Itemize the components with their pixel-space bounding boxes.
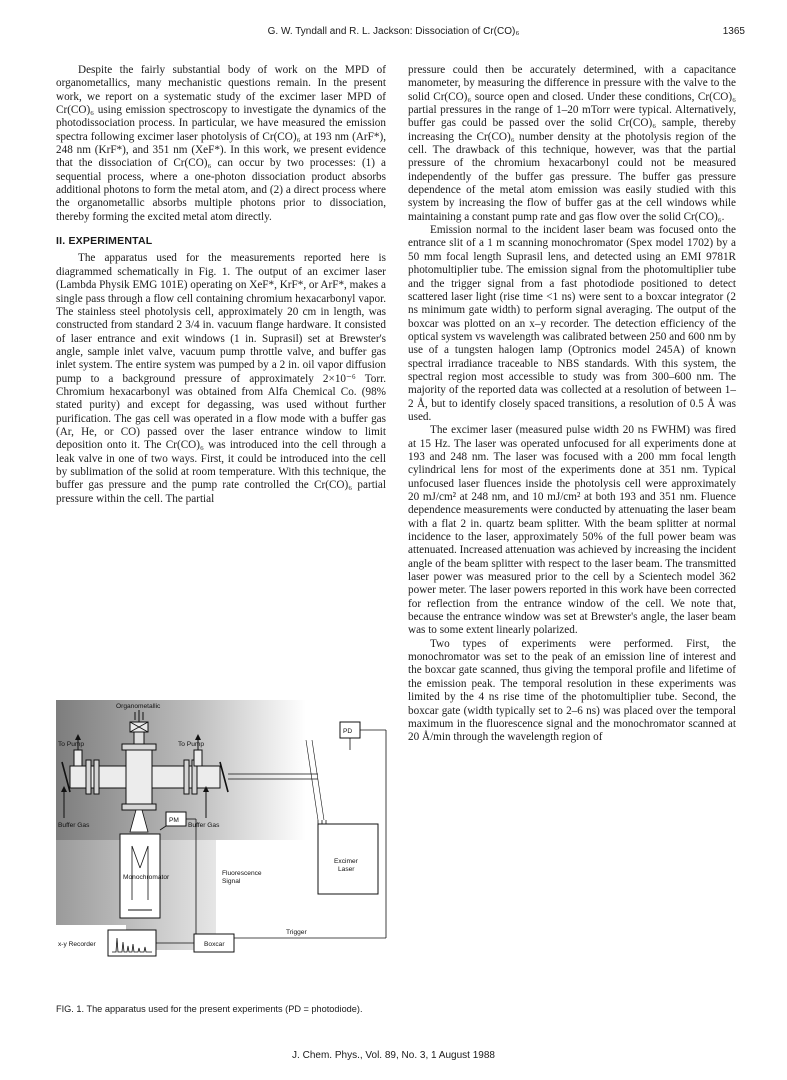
right-paragraph-3: The excimer laser (measured pulse width 20 ns FWHM) was fired at 15 Hz. The laser was operated unfocused for all experiments done at 193 and 248 nm. The laser was focused with a 200 mm focal length cylindrical lens for most of the experiments done at 351 nm. Typical unfocused laser fluences inside the photolysis cell were approximately 20 mJ/cm² at 248 nm, and 10 mJ/cm² at both 193 and 351 nm. Fluence dependence measurements were conducted by attenuating the laser beam with a flat 2 in. quartz beam splitter. With the beam splitter at normal incidence to the laser, approximately 50% of the full power beam was attenuated. Increased attenuation was achieved by increasing the incident angle of the beam splitter with respect to the laser beam. The transmitted laser power was measured prior to the cell by a Scientech model 362 power meter. The laser powers reported in this work have been corrected for reflection from the entrance window of the cell. We note that, because the entrance window was set at Brewster's angle, the laser beam was to some extent linearly polarized. xyxy=(408,424,736,637)
apparatus-diagram xyxy=(56,700,388,978)
section-heading-experimental: II. EXPERIMENTAL xyxy=(56,235,153,248)
figure-apparatus xyxy=(56,700,388,978)
label-excimer-2: Laser xyxy=(338,866,355,873)
label-xy-recorder: x-y Recorder xyxy=(58,941,96,948)
label-to-pump-left: To Pump xyxy=(58,741,85,748)
right-paragraph-1: pressure could then be accurately determined, with a capacitance manometer, by measuring the difference in pressure with the valve to the solid Cr(CO)₆ source open and closed. Under these conditions, Cr(CO)₆ partial pressures in the range of 1–20 mTorr were typical. Alternatively, buffer gas could be passed over the solid Cr(CO)₆ sample, thereby increasing the Cr(CO)₆ number density at the photolysis region of the cell. The drawback of this technique, however, was that the partial pressure of the chromium hexacarbonyl could not be measured independently of the buffer gas pressure. The buffer gas pressure dependence of the metal atom emission was easily studied with this system by increasing the flow of buffer gas at the cell windows while maintaining a constant pump rate and gas flow over the solid Cr(CO)₆. xyxy=(408,64,736,223)
intro-paragraph: Despite the fairly substantial body of work on the MPD of organometallics, many mechanistic questions remain. In the present work, we report on a systematic study of the excimer laser MPD of Cr(CO)₆ using emission spectroscopy to investigate the dynamics of the photodissociation process. In particular, we have measured the emission spectra following excimer laser photolysis of Cr(CO)₆ at 193 nm (ArF*), 248 nm (KrF*), and 351 nm (XeF*). In this work, we present evidence that the dissociation of Cr(CO)₆ can occur by two processes: (1) a sequential process, where a one-photon dissociation product absorbs additional photons to form the metal atom, and (2) a direct process where the organometallic absorbs multiple photons prior to dissociation, thereby forming the excited metal atom directly. xyxy=(56,64,386,223)
label-buffer-gas-left: Buffer Gas xyxy=(58,822,90,829)
label-excimer-1: Excimer xyxy=(334,858,358,865)
experimental-paragraph: The apparatus used for the measurements reported here is diagrammed schematically in Fig. 1. The output of an excimer laser (Lambda Physik EMG 101E) operating on XeF*, KrF*, or ArF*, makes a single pass through a flow cell containing chromium hexacarbonyl vapor. The stainless steel photolysis cell, approximately 20 cm in length, was constructed from standard 2 3/4 in. vacuum flange hardware. It consisted of laser entrance and exit windows (1 in. Suprasil) set at Brewster's angle, sample inlet valve, vacuum pump throttle valve, and buffer gas inlet system. The entire system was pumped by a 2 in. oil vapor diffusion pump to a background pressure of approximately 2×10⁻⁶ Torr. Chromium hexacarbonyl was obtained from Alfa Chemical Co. (98% stated purity) and except for degassing, was used without further purification. The gas cell was operated in a flow mode with a buffer gas (Ar, He, or CO) passed over the laser entrance window to limit deposition onto it. The Cr(CO)₆ was introduced into the cell through a leak valve in one of two ways. First, it could be introduced into the cell by sublimation of the solid at room temperature. With this technique, the buffer gas pressure and the pump rate controlled the Cr(CO)₆ partial pressure within the cell. The partial xyxy=(56,252,386,505)
page-number: 1365 xyxy=(722,26,745,37)
label-pd: PD xyxy=(343,728,353,735)
label-trigger: Trigger xyxy=(286,929,307,936)
label-monochromator: Monochromator xyxy=(123,874,170,881)
running-header xyxy=(42,26,745,42)
label-fluorescence-2: Signal xyxy=(222,878,241,885)
right-paragraph-4: Two types of experiments were performed. First, the monochromator was set to the peak of an emission line of interest and the boxcar gate scanned, thus giving the temporal profile and lifetime of the emission peak. The temporal resolution in these experiments was limited by the 4 ns rise time of the photomultiplier tube. Second, the boxcar gate (width typically set to 2–6 ns) was placed over the temporal maximum in the fluorescence signal and the monochromator scanned at 20 Å/min through the wavelength region of xyxy=(408,637,736,744)
label-fluorescence-1: Fluorescence xyxy=(222,870,262,877)
label-boxcar: Boxcar xyxy=(204,941,225,948)
journal-footer: J. Chem. Phys., Vol. 89, No. 3, 1 August 1988 xyxy=(292,1050,495,1061)
label-pm: PM xyxy=(169,817,179,824)
right-paragraph-2: Emission normal to the incident laser beam was focused onto the entrance slit of a 1 m scanning monochromator (Spex model 1702) by a 50 mm focal length Suprasil lens, and detected using an EMI 9781R photomultiplier tube. The emission signal from the photomultiplier tube and the trigger signal from a fast photodiode positioned to detect scattered laser light (rise time <1 ns) were sent to a boxcar integrator (2 ns minimum gate width) to perform signal averaging. The output of the boxcar was plotted on an x–y recorder. The detection efficiency of the optical system vs wavelength was calibrated between 250 and 600 nm by use of a tungsten halogen lamp (Optronics model 245A) of known spectral irradiance traceable to NBS standards. With this system, the spectral region most accessible to study was from 300–600 nm. The majority of the reported data was collected at a resolution of between 1–2 Å, but to identify closely spaced transitions, a resolution of 0.5 Å was used. xyxy=(408,224,736,423)
label-to-pump-right: To Pump xyxy=(178,741,205,748)
right-column xyxy=(408,64,736,745)
left-column xyxy=(56,64,386,506)
label-buffer-gas-right: Buffer Gas xyxy=(188,822,220,829)
figure-caption: FIG. 1. The apparatus used for the present experiments (PD = photodiode). xyxy=(56,1004,363,1014)
label-organometallic: Organometallic xyxy=(116,703,161,710)
running-title: G. W. Tyndall and R. L. Jackson: Dissociation of Cr(CO)₆ xyxy=(267,26,520,37)
